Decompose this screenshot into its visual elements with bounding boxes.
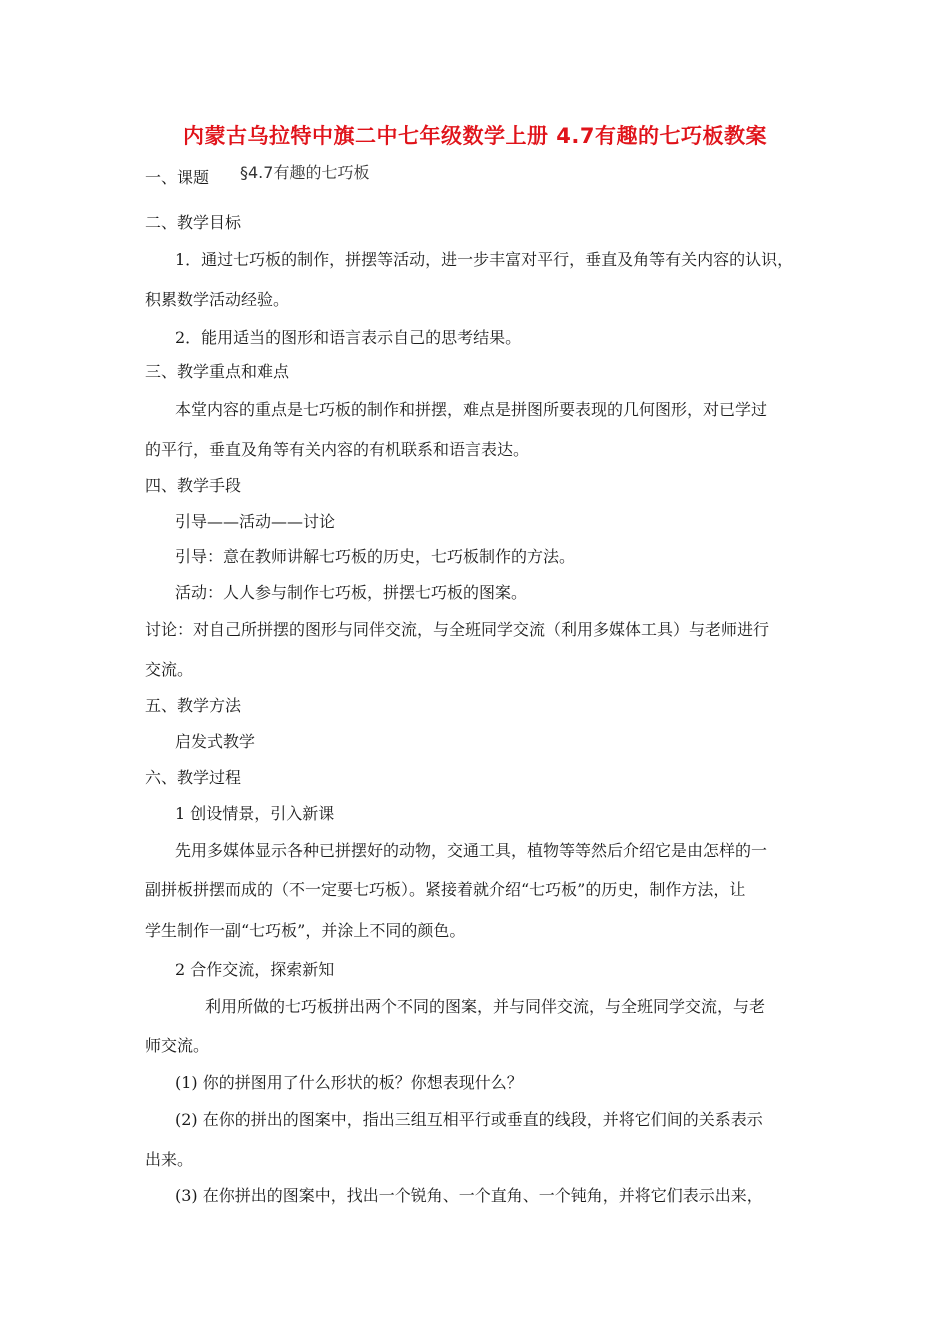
paragraph-line: 先用多媒体显示各种已拼摆好的动物，交通工具，植物等等然后介绍它是由怎样的一: [175, 841, 768, 860]
paragraph-line: 学生制作一副“七巧板”，并涂上不同的颜色。: [145, 921, 466, 940]
paragraph-line: 引导：意在教师讲解七巧板的历史，七巧板制作的方法。: [175, 547, 576, 566]
paragraph-line: 讨论：对自己所拼摆的图形与同伴交流，与全班同学交流（利用多媒体工具）与老师进行: [145, 620, 770, 639]
paragraph-line: 交流。: [145, 660, 194, 679]
paragraph-line: 本堂内容的重点是七巧板的制作和拼摆，难点是拼图所要表现的几何图形，对已学过: [175, 400, 768, 419]
topic-value: §4.7有趣的七巧板: [240, 163, 370, 182]
section-heading-means: 四、教学手段: [145, 476, 242, 495]
section-heading-objectives: 二、教学目标: [145, 213, 242, 232]
paragraph-line: 引导——活动——讨论: [175, 512, 336, 531]
question-item: (3) 在你拼出的图案中，找出一个锐角、一个直角、一个钝角，并将它们表示出来，: [175, 1186, 763, 1205]
topic-label: 一、课题: [145, 168, 210, 187]
paragraph-line: 1 创设情景，引入新课: [175, 804, 335, 823]
paragraph-line: 出来。: [145, 1150, 194, 1169]
paragraph-line: 2 合作交流，探索新知: [175, 960, 335, 979]
paragraph-line: 启发式教学: [175, 732, 256, 751]
question-item: (1) 你的拼图用了什么形状的板？你想表现什么？: [175, 1073, 523, 1092]
paragraph-line: 1．通过七巧板的制作，拼摆等活动，进一步丰富对平行，垂直及角等有关内容的认识，: [175, 250, 794, 269]
question-item: (2) 在你的拼出的图案中，指出三组互相平行或垂直的线段，并将它们间的关系表示: [175, 1110, 763, 1129]
paragraph-line: 利用所做的七巧板拼出两个不同的图案，并与同伴交流，与全班同学交流，与老: [205, 997, 766, 1016]
paragraph-line: 师交流。: [145, 1036, 210, 1055]
paragraph-line: 2．能用适当的图形和语言表示自己的思考结果。: [175, 328, 522, 347]
paragraph-line: 的平行，垂直及角等有关内容的有机联系和语言表达。: [145, 440, 530, 459]
document-title: 内蒙古乌拉特中旗二中七年级数学上册 4.7有趣的七巧板教案: [182, 124, 767, 148]
section-heading-method: 五、教学方法: [145, 696, 242, 715]
paragraph-line: 积累数学活动经验。: [145, 290, 290, 309]
section-heading-keypoints: 三、教学重点和难点: [145, 362, 290, 381]
paragraph-line: 活动：人人参与制作七巧板，拼摆七巧板的图案。: [175, 583, 528, 602]
paragraph-line: 副拼板拼摆而成的（不一定要七巧板）。紧接着就介绍“七巧板”的历史，制作方法，让: [145, 880, 746, 899]
section-heading-process: 六、教学过程: [145, 768, 242, 787]
